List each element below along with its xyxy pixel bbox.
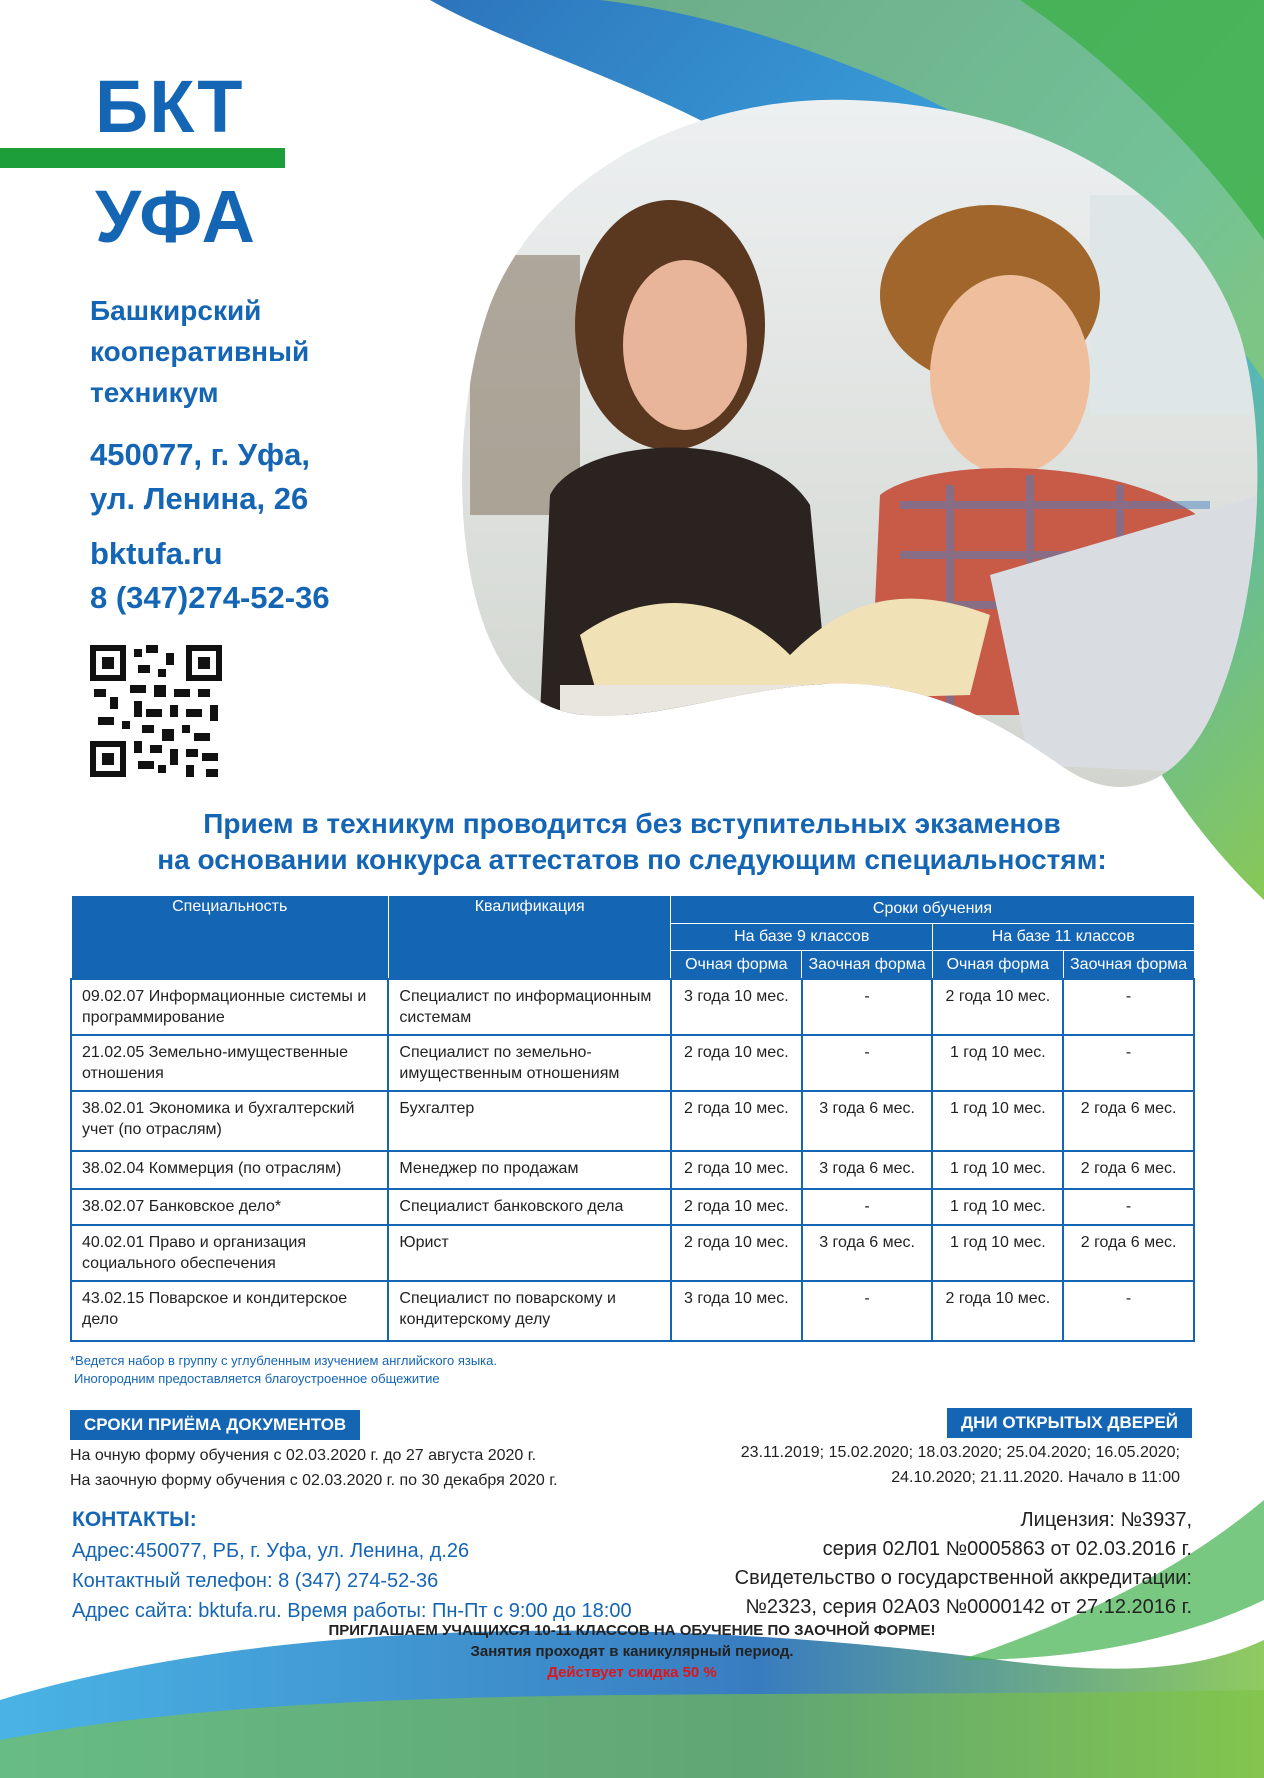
duration-cell: 3 года 10 мес. xyxy=(671,979,802,1035)
contact-site: Адрес сайта: bktufa.ru. Время работы: Пн-Пт с 9:00 до 18:00 xyxy=(72,1600,632,1622)
specialty-cell: 38.02.01 Экономика и бухгалтерский учет (по отраслям) xyxy=(71,1091,388,1151)
qualification-cell: Бухгалтер xyxy=(388,1091,671,1151)
documents-dates xyxy=(70,1443,558,1493)
table-footnote xyxy=(70,1352,497,1388)
open-days-badge: ДНИ ОТКРЫТЫХ ДВЕРЕЙ xyxy=(947,1408,1192,1438)
duration-cell: 2 года 10 мес. xyxy=(671,1151,802,1189)
address-line1: 450077, г. Уфа, xyxy=(90,437,310,472)
duration-cell: 2 года 6 мес. xyxy=(1063,1091,1194,1151)
header-base11: На базе 11 классов xyxy=(932,923,1194,951)
logo-line2: УФА xyxy=(95,175,256,258)
duration-cell: - xyxy=(802,1281,933,1341)
contact-phone: Контактный телефон: 8 (347) 274-52-36 xyxy=(72,1570,439,1592)
duration-cell: 3 года 6 мес. xyxy=(802,1151,933,1189)
duration-cell: - xyxy=(1063,979,1194,1035)
table-row xyxy=(71,1225,1194,1281)
header-base9: На базе 9 классов xyxy=(671,923,933,951)
duration-cell: 3 года 10 мес. xyxy=(671,1281,802,1341)
duration-cell: 3 года 6 мес. xyxy=(802,1091,933,1151)
footnote-line1: *Ведется набор в группу с углубленным изучением английского языка. xyxy=(70,1353,498,1368)
duration-cell: - xyxy=(1063,1281,1194,1341)
qualification-cell: Специалист по поварскому и кондитерскому делу xyxy=(388,1281,671,1341)
open-days-line2: 24.10.2020; 21.11.2020. Начало в 11:00 xyxy=(891,1469,1180,1486)
license-line1: Лицензия: №3937, xyxy=(1020,1509,1192,1531)
specialty-cell: 38.02.07 Банковское дело* xyxy=(71,1189,388,1225)
documents-badge: СРОКИ ПРИЁМА ДОКУМЕНТОВ xyxy=(70,1410,360,1440)
organization-name xyxy=(90,290,309,413)
duration-cell: 2 года 10 мес. xyxy=(932,1281,1063,1341)
contacts-block xyxy=(72,1536,632,1626)
address-line2: ул. Ленина, 26 xyxy=(90,481,309,516)
org-line2: кооперативный xyxy=(90,336,310,367)
contacts-title: КОНТАКТЫ: xyxy=(72,1508,197,1531)
license-line4: №2323, серия 02А03 №0000142 от 27.12.2016 г. xyxy=(745,1596,1192,1618)
invite-line2: Занятия проходят в каникулярный период. xyxy=(470,1643,794,1660)
specialty-cell: 21.02.05 Земельно-имущественные отношения xyxy=(71,1035,388,1091)
qualification-cell: Специалист по информационным системам xyxy=(388,979,671,1035)
web-contacts xyxy=(90,532,330,620)
qr-code-icon[interactable] xyxy=(90,645,222,777)
specialty-cell: 09.02.07 Информационные системы и программирование xyxy=(71,979,388,1035)
duration-cell: 1 год 10 мес. xyxy=(932,1225,1063,1281)
open-days-dates xyxy=(741,1440,1180,1490)
table-row xyxy=(71,979,1194,1035)
duration-cell: 1 год 10 мес. xyxy=(932,1035,1063,1091)
license-line2: серия 02Л01 №0005863 от 02.03.2016 г. xyxy=(822,1538,1192,1560)
headline-line1: Прием в техникум проводится без вступительных экзаменов xyxy=(203,808,1061,839)
table-row xyxy=(71,1035,1194,1091)
duration-cell: 2 года 10 мес. xyxy=(671,1189,802,1225)
qualification-cell: Специалист по земельно-имущественным отношениям xyxy=(388,1035,671,1091)
header-qualification: Квалификация xyxy=(388,896,671,980)
documents-line1: На очную форму обучения с 02.03.2020 г. до 27 августа 2020 г. xyxy=(70,1447,537,1464)
duration-cell: - xyxy=(802,1189,933,1225)
logo-divider xyxy=(0,148,285,168)
students-photo xyxy=(430,75,1260,835)
org-line3: техникум xyxy=(90,377,219,408)
license-block xyxy=(735,1506,1192,1622)
duration-cell: 2 года 10 мес. xyxy=(932,979,1063,1035)
duration-cell: 2 года 6 мес. xyxy=(1063,1225,1194,1281)
admission-headline xyxy=(0,806,1264,878)
specialty-cell: 38.02.04 Коммерция (по отраслям) xyxy=(71,1151,388,1189)
table-header-row xyxy=(71,896,1194,924)
license-line3: Свидетельство о государственной аккредитации: xyxy=(734,1567,1192,1589)
duration-cell: 2 года 10 мес. xyxy=(671,1091,802,1151)
specialties-table xyxy=(70,895,1195,1342)
qualification-cell: Юрист xyxy=(388,1225,671,1281)
table-row xyxy=(71,1189,1194,1225)
invite-block xyxy=(0,1620,1264,1683)
org-line1: Башкирский xyxy=(90,295,262,326)
duration-cell: - xyxy=(802,979,933,1035)
invite-line1: ПРИГЛАШАЕМ УЧАЩИХСЯ 10-11 КЛАССОВ НА ОБУЧЕНИЕ ПО ЗАОЧНОЙ ФОРМЕ! xyxy=(328,1622,936,1639)
header-specialty: Специальность xyxy=(71,896,388,980)
duration-cell: 3 года 6 мес. xyxy=(802,1225,933,1281)
table-row xyxy=(71,1281,1194,1341)
table-row xyxy=(71,1091,1194,1151)
qualification-cell: Менеджер по продажам xyxy=(388,1151,671,1189)
headline-line2: на основании конкурса аттестатов по следующим специальностям: xyxy=(157,844,1107,875)
duration-cell: 2 года 6 мес. xyxy=(1063,1151,1194,1189)
header-fulltime: Очная форма xyxy=(671,951,802,979)
discount-line: Действует скидка 50 % xyxy=(547,1664,717,1681)
duration-cell: 2 года 10 мес. xyxy=(671,1225,802,1281)
website-link[interactable]: bktufa.ru xyxy=(90,536,223,571)
qualification-cell: Специалист банковского дела xyxy=(388,1189,671,1225)
header-fulltime: Очная форма xyxy=(932,951,1063,979)
duration-cell: 1 год 10 мес. xyxy=(932,1189,1063,1225)
open-days-line1: 23.11.2019; 15.02.2020; 18.03.2020; 25.04.2020; 16.05.2020; xyxy=(740,1444,1180,1461)
duration-cell: 1 год 10 мес. xyxy=(932,1151,1063,1189)
duration-cell: - xyxy=(802,1035,933,1091)
duration-cell: 2 года 10 мес. xyxy=(671,1035,802,1091)
table-row xyxy=(71,1151,1194,1189)
specialty-cell: 43.02.15 Поварское и кондитерское дело xyxy=(71,1281,388,1341)
documents-line2: На заочную форму обучения с 02.03.2020 г. по 30 декабря 2020 г. xyxy=(70,1472,558,1489)
duration-cell: - xyxy=(1063,1035,1194,1091)
specialty-cell: 40.02.01 Право и организация социального обеспечения xyxy=(71,1225,388,1281)
footnote-line2: Иногородним предоставляется благоустроенное общежитие xyxy=(74,1371,440,1386)
postal-address xyxy=(90,433,310,521)
header-extramural: Заочная форма xyxy=(802,951,933,979)
header-duration: Сроки обучения xyxy=(671,896,1194,924)
header-extramural: Заочная форма xyxy=(1063,951,1194,979)
contact-address: Адрес:450077, РБ, г. Уфа, ул. Ленина, д.26 xyxy=(72,1540,470,1562)
duration-cell: - xyxy=(1063,1189,1194,1225)
duration-cell: 1 год 10 мес. xyxy=(932,1091,1063,1151)
phone-number: 8 (347)274-52-36 xyxy=(90,580,330,615)
logo-line1: БКТ xyxy=(95,65,244,148)
